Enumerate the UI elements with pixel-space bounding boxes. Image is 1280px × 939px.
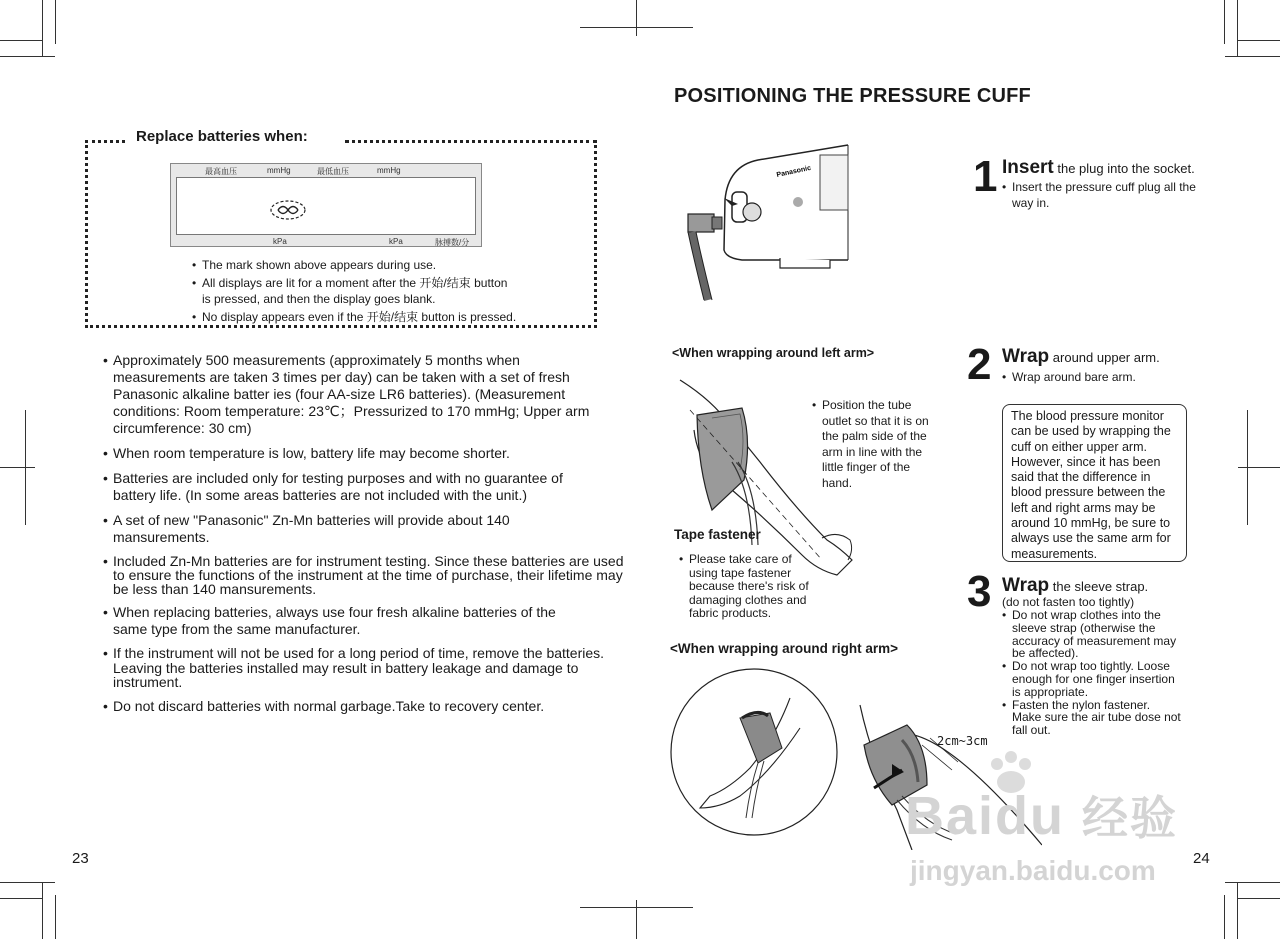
step-2-heading bbox=[1002, 346, 1222, 367]
lcd-kpa-1: kPa bbox=[273, 237, 287, 246]
step-number: 1 bbox=[973, 152, 998, 201]
lcd-kpa-2: kPa bbox=[389, 237, 403, 246]
tape-note-list bbox=[679, 553, 809, 621]
step-verb: Wrap bbox=[1002, 575, 1050, 596]
tape-fastener-note bbox=[679, 553, 809, 621]
list-item: • Batteries are included only for testing purposes and with no guarantee of battery life. (In some areas batteries are not included with the unit.) bbox=[103, 470, 593, 504]
step-rest: the sleeve strap. bbox=[1049, 579, 1149, 594]
page-number-right: 24 bbox=[1193, 850, 1210, 867]
battery-box-top-border-left bbox=[85, 140, 125, 143]
box-note: • All displays are lit for a moment after the 开始/结束 button is pressed, and then the display goes blank. bbox=[192, 275, 512, 307]
page-title: POSITIONING THE PRESSURE CUFF bbox=[674, 85, 1031, 107]
step-bullet: • Fasten the nylon fastener. Make sure the air tube dose not fall out. bbox=[1002, 699, 1182, 737]
list-item: • Included Zn-Mn batteries are for instrument testing. Since these batteries are used to ensure the functions of the instrument at the time of purchase, their lifetime may be less than 140 mansurements. bbox=[103, 554, 628, 596]
step-verb: Insert bbox=[1002, 157, 1054, 178]
battery-box-notes bbox=[192, 257, 572, 325]
box-note: • No display appears even if the 开始/结束 button is pressed. bbox=[192, 309, 572, 325]
tube-note bbox=[812, 398, 942, 491]
list-item: • A set of new "Panasonic" Zn-Mn batteries will provide about 140 mansurements. bbox=[103, 512, 543, 546]
step-bullet: • Do not wrap too tightly. Loose enough for one finger insertion is appropriate. bbox=[1002, 660, 1182, 698]
step-number: 3 bbox=[967, 567, 992, 616]
right-arm-caption: <When wrapping around right arm> bbox=[670, 641, 899, 656]
lcd-display bbox=[170, 163, 482, 247]
left-arm-caption: <When wrapping around left arm> bbox=[672, 346, 875, 360]
lcd-label-dia: 最低血压 bbox=[317, 167, 349, 176]
page-number-left: 23 bbox=[72, 850, 89, 867]
lcd-unit-1: mmHg bbox=[267, 166, 291, 175]
box-note: • The mark shown above appears during use. bbox=[192, 257, 572, 273]
step-2-bullets bbox=[1002, 370, 1202, 386]
lcd-unit-2: mmHg bbox=[377, 166, 401, 175]
lcd-label-sys: 最高血压 bbox=[205, 167, 237, 176]
step-rest: the plug into the socket. bbox=[1053, 161, 1195, 176]
battery-box-top-border-right bbox=[345, 140, 597, 143]
watermark-url: jingyan.baidu.com bbox=[910, 855, 1156, 886]
right-arm-circle-illustration bbox=[670, 668, 842, 840]
step-3-heading bbox=[1002, 575, 1222, 596]
step-bullet: • Insert the pressure cuff plug all the way in. bbox=[1002, 180, 1202, 211]
step-bullet: • Do not wrap clothes into the sleeve strap (otherwise the accuracy of measurement may be affected). bbox=[1002, 609, 1182, 660]
list-item: • When room temperature is low, battery life may become shorter. bbox=[103, 445, 628, 462]
list-item: • When replacing batteries, always use four fresh alkaline batteries of the same type from the same manufacturer. bbox=[103, 604, 583, 638]
list-item: • Approximately 500 measurements (approximately 5 months when measurements are taken 3 times per day) can be taken with a set of fresh Panasonic alkaline batter ies (four AA-size LR6 batteries). (Measurement conditions: Room temperature: 23℃；Pressurized to 170 mmHg; Upper arm circumference: 30 cm) bbox=[103, 352, 598, 437]
step-1-heading bbox=[1002, 157, 1222, 178]
step-3-subline: (do not fasten too tightly) bbox=[1002, 595, 1135, 609]
step-verb: Wrap bbox=[1002, 346, 1050, 367]
brand-logo: Panasonic bbox=[775, 164, 812, 179]
tube-note-text: • Position the tube outlet so that it is on the palm side of the arm in line with the little finger of the hand. bbox=[812, 398, 942, 491]
lcd-screen bbox=[176, 177, 476, 235]
tape-fastener-label: Tape fastener bbox=[674, 527, 761, 542]
list-item: • Do not discard batteries with normal garbage.Take to recovery center. bbox=[103, 698, 628, 715]
gap-label: 2cm~3cm bbox=[937, 734, 988, 748]
step-bullet: • Wrap around bare arm. bbox=[1002, 370, 1202, 386]
low-battery-icon bbox=[268, 198, 308, 222]
tape-note-text: • Please take care of using tape fastener because there's risk of damaging clothes and fabric products. bbox=[679, 553, 809, 621]
same-arm-note: The blood pressure monitor can be used by wrapping the cuff on either upper arm. However, since it has been said that the difference in blood pressure between the left and right arms may be around 10 mmHg, be sure to always use the same arm for measurements. bbox=[1002, 404, 1187, 562]
step-1-bullets bbox=[1002, 180, 1202, 211]
step-number: 2 bbox=[967, 340, 992, 389]
step-rest: around upper arm. bbox=[1049, 350, 1160, 365]
battery-heading: Replace batteries when: bbox=[128, 128, 316, 145]
heart-icon bbox=[793, 197, 803, 207]
lcd-label-pulse: 脉搏数/分 bbox=[435, 238, 470, 247]
device-plug-illustration bbox=[680, 140, 855, 305]
tube-note-list bbox=[812, 398, 942, 491]
battery-info-list bbox=[103, 352, 628, 723]
list-item: • If the instrument will not be used for a long period of time, remove the batteries. Leaving the batteries installed may result in battery leakage and damage to instrument. bbox=[103, 646, 628, 690]
watermark-cn: 经验 bbox=[1082, 792, 1179, 844]
watermark-brand-text: Baidu bbox=[905, 786, 1066, 846]
watermark-brand bbox=[905, 782, 1178, 848]
